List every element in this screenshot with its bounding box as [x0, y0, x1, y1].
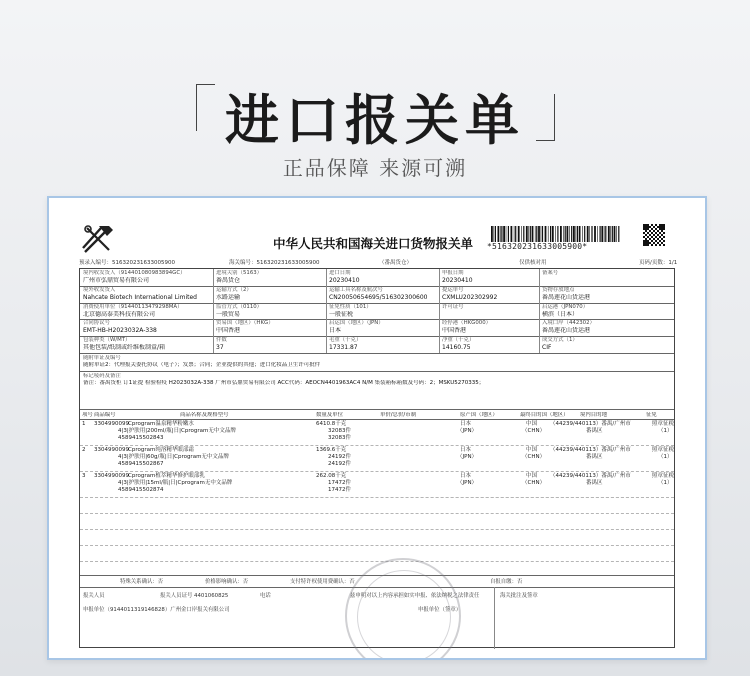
- header-cell-value: 中国香港: [442, 327, 467, 335]
- header-cell-value: 番禺莲花山货运港: [542, 327, 591, 335]
- goods-column-header: 境内目的地: [580, 412, 607, 418]
- goods-code: 3304990099: [94, 473, 129, 479]
- goods-dest-code: （CHN）: [522, 480, 546, 486]
- header-cell-value: 37: [216, 344, 224, 352]
- goods-origin-code: （JPN）: [457, 428, 478, 434]
- declaration-statement: 兹申明对以上内容承担如实申报、依法纳税之法律责任: [350, 593, 480, 599]
- goods-row: [80, 421, 674, 445]
- hero-banner: [0, 60, 750, 210]
- goods-dest-code: （CHN）: [522, 454, 546, 460]
- document-header: [49, 198, 705, 258]
- header-cell-label: 消费使用单位（91440113479298MA）: [83, 303, 183, 310]
- goods-duty-code: （1）: [658, 480, 673, 486]
- goods-qty3: 32083件: [328, 435, 351, 441]
- goods-column-header: 商品名称及规格型号: [180, 412, 229, 418]
- goods-barcode: 4589415502843: [118, 435, 164, 441]
- goods-qty2: 17472件: [328, 480, 351, 486]
- goods-barcode: 4589415502874: [118, 487, 164, 493]
- goods-origin: 日本: [460, 447, 472, 453]
- self-report: 自报自缴：否: [490, 579, 523, 585]
- header-cell-value: EMT-HB-H2023032A-338: [83, 327, 157, 335]
- goods-column-header: 原产国（地区）: [460, 412, 498, 418]
- goods-origin-code: （JPN）: [457, 480, 478, 486]
- price-impact: 价格影响确认：否: [205, 579, 249, 585]
- header-cell-value: 一般贸易: [216, 310, 241, 318]
- header-cell-label: 包装种类（W/MT）: [83, 337, 131, 344]
- header-cell-label: 经停港（HKG000）: [442, 320, 492, 327]
- header-cell-value: 番禺货仓: [216, 277, 241, 284]
- header-cell-value: 番禺莲花山货运港: [542, 293, 591, 301]
- header-cell-label: 合同协议号: [83, 320, 110, 327]
- qr-code-icon: [643, 224, 665, 246]
- declarant-cert: 报关人员证号 4401060825: [160, 593, 229, 599]
- header-cell-label: 启运国（地区）（JPN）: [329, 320, 384, 327]
- header-cell-label: 件数: [216, 337, 227, 344]
- goods-column-header: 最终目的国（地区）: [520, 412, 569, 418]
- page-title: 进口报关单: [225, 88, 525, 152]
- header-cell-label: 许可证号: [442, 303, 464, 310]
- goods-column-header: 征免: [646, 412, 657, 418]
- goods-qty1: 6410.8千克: [316, 421, 347, 427]
- header-cell-value: 横滨（日本）: [542, 310, 579, 318]
- header-cell-value: 水路运输: [216, 293, 241, 301]
- goods-origin: 日本: [460, 473, 472, 479]
- goods-place2: 番禺区: [586, 428, 603, 434]
- goods-column-header: 项号: [82, 412, 93, 418]
- customs-number: 海关编号：516320231633005900: [229, 260, 320, 266]
- royalty-confirm: 支付特许权使用费确认：否: [290, 579, 355, 585]
- goods-column-header: 单价/总价/币制: [380, 412, 416, 418]
- header-cell-value: 17331.87: [329, 344, 358, 352]
- pre-entry-number: 预录入编号：516320231633005900: [79, 260, 175, 266]
- goods-qty1: 262.08千克: [316, 473, 347, 479]
- goods-spec: 4|3|护肤用|60g/瓶|日|Cprogram无中文品牌: [118, 454, 229, 460]
- customs-emblem-icon: [79, 222, 117, 254]
- document-title: 中华人民共和国海关进口货物报关单: [273, 236, 474, 251]
- header-cell-value: CXMLU202302992: [442, 293, 498, 301]
- declaring-unit-stamp: 申报单位（签章）: [418, 607, 462, 613]
- header-cell-value: 20230410: [329, 277, 360, 284]
- goods-qty3: 17472件: [328, 487, 351, 493]
- goods-dest: 中国: [526, 473, 538, 479]
- goods-duty-code: （1）: [658, 454, 673, 460]
- header-cell-label: 运输方式（2）: [216, 286, 252, 293]
- goods-table-header: [80, 411, 674, 419]
- goods-spec: 4|3|护肤用|200ml/瓶|日|Cprogram无中文品牌: [118, 428, 236, 434]
- goods-barcode: 4589415502867: [118, 461, 164, 467]
- page-subtitle: 正品保障 来源可溯: [282, 156, 468, 180]
- header-cell-label: 净重（千克）: [442, 337, 475, 344]
- header-cell-value: CN20050654695/516302300600: [329, 293, 428, 301]
- goods-place: （44239/440113）番禺/广州市: [550, 447, 631, 453]
- goods-spec: 4|3|护肤用|15ml/瓶|日|Cprogram无中文品牌: [118, 480, 233, 486]
- header-cell-label: 运输工具名称及航次号: [329, 286, 383, 293]
- goods-duty: 照章征税: [652, 421, 675, 427]
- header-cell-value: 广州市弘鼎贸易有限公司: [83, 277, 150, 284]
- declaring-unit: 申报单位（9144011319146828）广州金口岸报关有限公司: [83, 607, 230, 613]
- goods-code: 3304990099: [94, 421, 129, 427]
- attached-docs-label: 随附单证及编号: [83, 355, 121, 361]
- goods-place2: 番禺区: [586, 480, 603, 486]
- goods-qty2: 24192件: [328, 454, 351, 460]
- header-cell-value: 14160.75: [442, 344, 471, 352]
- header-cell-label: 征免性质（101）: [329, 303, 372, 310]
- declarant-label: 报关人员: [83, 593, 105, 599]
- goods-no: 3: [82, 473, 86, 479]
- page-label: 页码/页数：1/1: [639, 260, 678, 266]
- goods-code: 3304990099: [94, 447, 129, 453]
- goods-place: （44239/440113）番禺/广州市: [550, 473, 631, 479]
- goods-name: Cprogram纯溶精华眼部霜: [128, 447, 194, 453]
- goods-duty: 照章征税: [652, 473, 675, 479]
- header-cell-label: 进口日期: [329, 270, 351, 276]
- goods-qty3: 24192件: [328, 461, 351, 467]
- header-cell-value: 中国香港: [216, 327, 241, 335]
- header-cell-value: 其他包装/纸制或纤维板制盒/箱: [83, 344, 166, 352]
- header-cell-label: 入境口岸（442302）: [542, 320, 595, 327]
- header-cell-label: 备案号: [542, 270, 559, 276]
- goods-origin: 日本: [460, 421, 472, 427]
- header-cell-label: 货物存放地点: [542, 286, 575, 293]
- right-bracket: [536, 94, 555, 141]
- goods-name: Cprogram温泉精华粉嫩水: [128, 421, 194, 427]
- special-relationship: 特殊关系确认：否: [120, 579, 164, 585]
- goods-name: Cprogram植萃精华修护眼部乳: [128, 473, 205, 479]
- header-cell-value: 20230410: [442, 277, 473, 284]
- attached-docs-value: 随附单证2：代理报关委托协议（电子）；发票；合同；企业提供的其他；进口化妆品卫生许可批件: [83, 362, 321, 368]
- goods-origin-code: （JPN）: [457, 454, 478, 460]
- customs-remarks: 海关批注及签章: [500, 593, 538, 599]
- goods-no: 2: [82, 447, 86, 453]
- header-cell-value: 日本: [329, 327, 342, 335]
- header-cell-label: 境内收发货人（914401080983894GC）: [83, 270, 186, 276]
- header-cell-label: 启运港（JPN070）: [542, 303, 589, 310]
- marks-value: 备注：番禺货柜 订1证提 检验检疫 H2023032A-338 广州市弘鼎贸易有限公司 ACC代码：AEOCN4401963AC4 N/M 集装箱标箱数及号码：2；MSKU5270335；: [83, 380, 485, 386]
- goods-column-header: 商品编号: [94, 412, 116, 418]
- marks-label: 标记唛码及备注: [83, 373, 121, 379]
- goods-column-header: 数量及单位: [316, 412, 343, 418]
- goods-duty-code: （1）: [658, 428, 673, 434]
- goods-dest: 中国: [526, 447, 538, 453]
- header-cell-label: 境外收发货人: [83, 286, 116, 293]
- header-cell-label: 监管方式（0110）: [216, 303, 263, 310]
- port-label: （番禺货仓）: [379, 260, 413, 266]
- header-cell-label: 进境关别（5163）: [216, 270, 263, 276]
- print-label: 仅供核对用: [519, 260, 547, 266]
- header-cell-value: 北京德高泰美科技有限公司: [83, 310, 156, 318]
- document-meta: [79, 258, 679, 268]
- header-cell-label: 贸易国（地区）（HKG）: [216, 320, 274, 327]
- header-cell-value: CIF: [542, 344, 552, 352]
- barcode-icon: [491, 226, 621, 242]
- header-cell-label: 成交方式（1）: [542, 337, 578, 344]
- header-cell-value: 一般征税: [329, 310, 354, 318]
- goods-no: 1: [82, 421, 86, 427]
- header-cell-label: 提运单号: [442, 286, 464, 293]
- barcode-number: *5163202316330059​00*: [487, 242, 588, 251]
- goods-place2: 番禺区: [586, 454, 603, 460]
- goods-qty2: 32083件: [328, 428, 351, 434]
- goods-row: [80, 447, 674, 471]
- header-cell-label: 毛重（千克）: [329, 337, 362, 344]
- customs-declaration-document: [47, 196, 707, 660]
- header-cell-label: 申报日期: [442, 270, 464, 276]
- goods-dest-code: （CHN）: [522, 428, 546, 434]
- goods-duty: 照章征税: [652, 447, 675, 453]
- goods-place: （44239/440113）番禺/广州市: [550, 421, 631, 427]
- phone-label: 电话: [260, 593, 271, 599]
- goods-row: [80, 473, 674, 497]
- header-cell-value: Nahcate Biotech International Limited: [83, 293, 197, 301]
- goods-dest: 中国: [526, 421, 538, 427]
- goods-qty1: 1369.6千克: [316, 447, 347, 453]
